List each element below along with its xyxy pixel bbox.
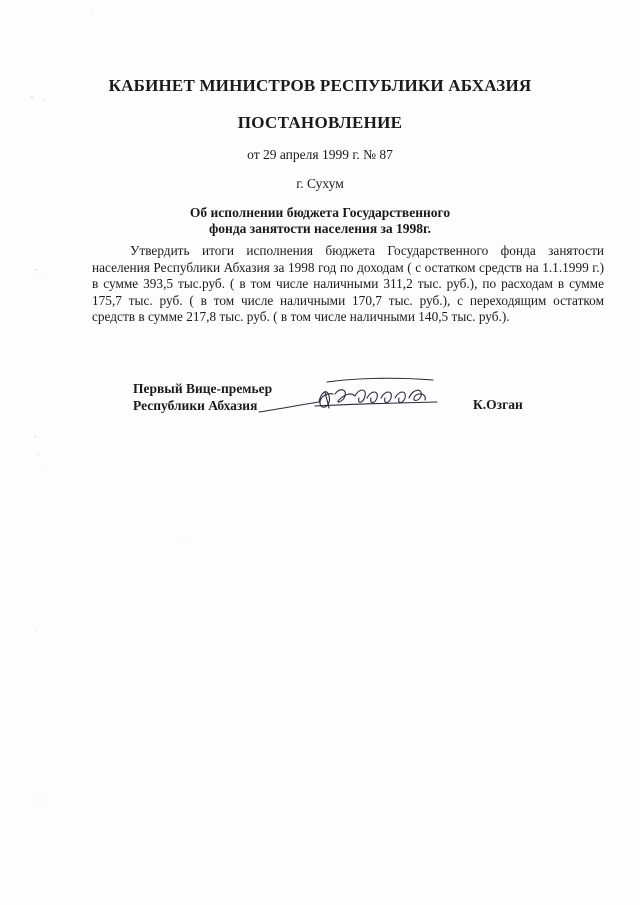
handwritten-signature (255, 372, 455, 420)
organization-title: КАБИНЕТ МИНИСТРОВ РЕСПУБЛИКИ АБХАЗИЯ (108, 76, 532, 95)
document-date: от 29 апреля 1999 г. № 87 (247, 147, 393, 162)
signer-position-line-1: Первый Вице-премьер (133, 381, 273, 396)
resolution-paragraph: Утвердить итоги исполнения бюджета Государственного фонда занятости населения Республики Абхазия за 1998 год по доходам ( с остатком средств на 1.1.1999 г.) в сумме 393,5 тыс.руб. ( в том числе наличными 311,2 тыс. руб.), по расходам в сумме 175,7 тыс. руб. ( в том числе наличными 170,7 тыс. руб.), с переходящим остатком средств в сумме 217,8 тыс. руб. ( в том числе наличными 140,5 тыс. руб.). (92, 243, 604, 325)
signer-position (133, 381, 272, 414)
document-type: ПОСТАНОВЛЕНИЕ (237, 113, 403, 132)
document-city: г. Сухум (296, 176, 344, 191)
subject-line-2: фонда занятости населения за 1998г. (208, 221, 432, 236)
document-subject (0, 205, 640, 237)
signer-position-line-2: Республики Абхазия (133, 397, 258, 413)
subject-line-1: Об исполнении бюджета Государственного (189, 205, 451, 220)
signer-name: К.Озган (473, 397, 523, 412)
